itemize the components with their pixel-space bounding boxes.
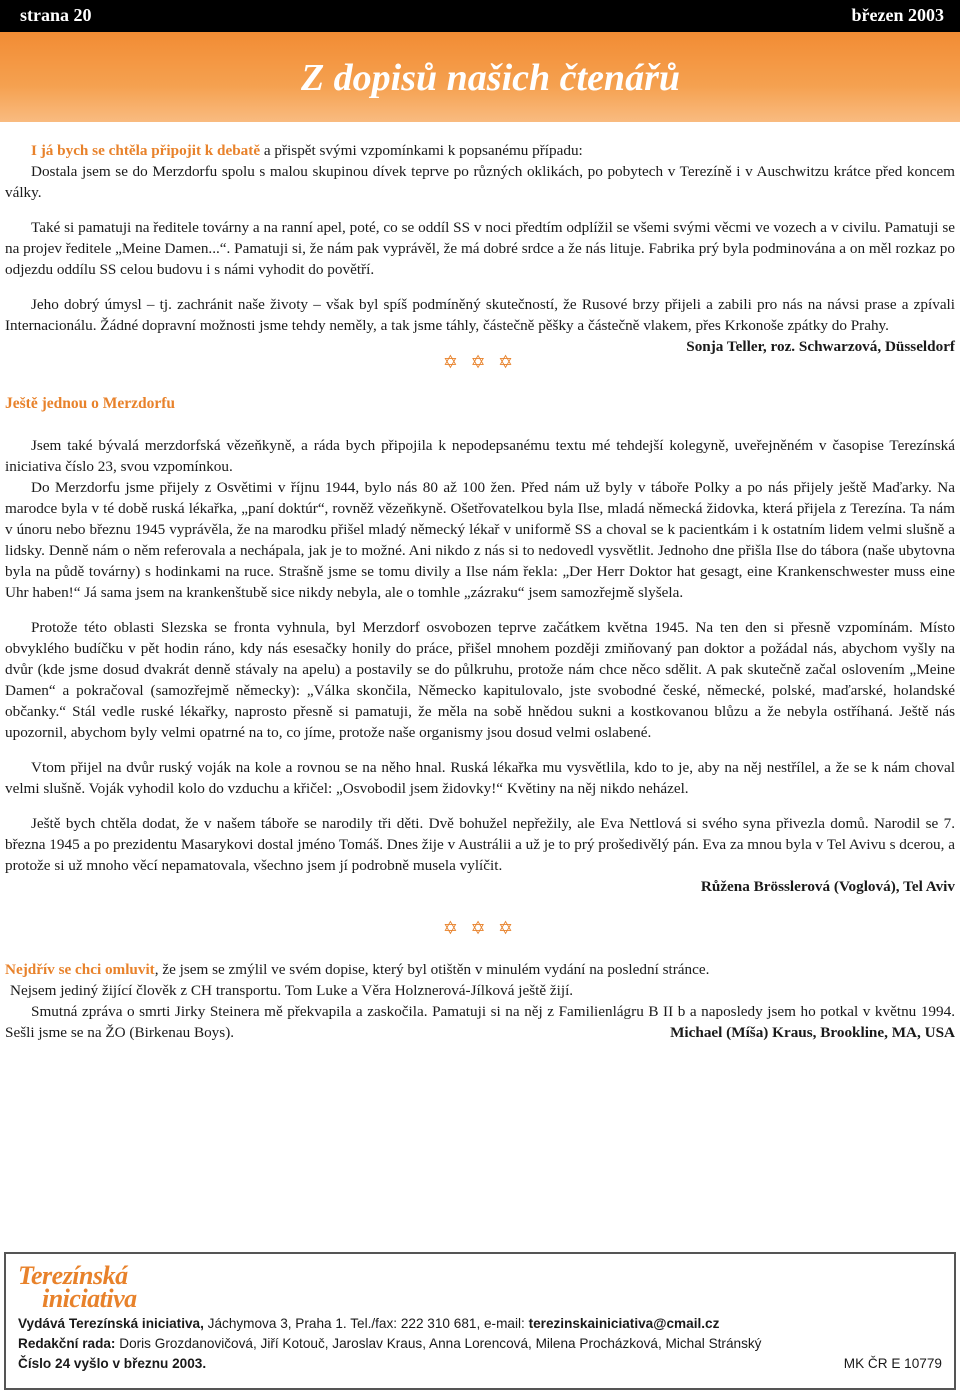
top-bar	[0, 0, 960, 32]
letter-broesslerova	[5, 393, 955, 897]
article-body	[5, 140, 955, 1043]
paragraph: Jsem také bývalá merzdorfská vězeňkyně, a ráda bych připojila k nepodepsanému textu mé tehdejší kolegyně, uveřejněném v časopise Terezínská iniciativa číslo 23, svou vzpomínkou.	[5, 437, 955, 475]
paragraph: Smutná zpráva o smrti Jirky Steinera mě překvapila a zaskočila. Pamatuji si na něj z Familienlágru B II b a naposledy jsem ho potkal v květnu 1994. Sešli jsme se na ŽO (Birkenau Boys). Michael (Míša) Kraus, Brookline, MA, USA	[5, 1003, 955, 1041]
section-heading: Ještě jednou o Merzdorfu	[5, 395, 176, 412]
page-number: strana 20	[20, 5, 92, 25]
signature: Růžena Brösslerová (Voglová), Tel Aviv	[700, 878, 955, 895]
title-banner	[0, 32, 960, 122]
letter-teller	[5, 140, 955, 357]
paragraph: Také si pamatuji na ředitele továrny a na ranní apel, poté, co se oddíl SS v noci předtím odplížil se všemi svými věcmi ve vozech a v civilu. Pamatuji se na projev ředitele „Meine Damen...“. Pamatuji si, že nám pak vyprávěl, že má dobré srdce a že nás lituje. Fabrika prý byla podminována a on měl rozkaz po odjezdu oddílu SS celou budovu i s námi vyhodit do povětří.	[5, 219, 955, 278]
issue-date: březen 2003	[851, 5, 944, 25]
editorial-board-line: Redakční rada: Doris Grozdanovičová, Jiří Kotouč, Jaroslav Kraus, Anna Lorencová, Milena Procházková, Michal Stránský	[18, 1336, 762, 1351]
imprint-lines	[18, 1314, 942, 1374]
page-title: Z dopisů našich čtenářů	[300, 57, 680, 99]
paragraph: Vtom přijel na dvůr ruský voják na kole a rovnou se na něho hnal. Ruská lékařka mu vysvětlila, kdo to je, aby na něj nestřílel, a že se k nám choval velmi slušně. Voják vyhodil kolo do vzduchu a křičel: „Osvobodil jsem židovky!“ Květiny na něj nikdo neházel.	[5, 759, 955, 797]
letter3-intro: Nejdřív se chci omluvit, že jsem se zmýlil ve svém dopise, který byl otištěn v minulém vydání na poslední stránce.	[5, 961, 710, 978]
paragraph: Dostala jsem se do Merzdorfu spolu s malou skupinou dívek teprve po různých oklikách, po pobytech v Terezíně i v Auschwitzu krátce před koncem války.	[5, 163, 955, 201]
paragraph: Protože této oblasti Slezska se fronta vyhnula, byl Merzdorf osvobozen teprve začátkem května 1945. Na ten den si přesně vzpomínám. Místo obvyklého budíčku v pět hodin ráno, kdy nás esesačky honily do práce, přišel mnohem později zmiňovaný pan doktor a požádal nás, abychom vyšly na dvůr (kde jsme dosud dvakrát denně stávaly na apelu) a postavily se do půlkruhu, protože nám chce něco sdělit. A pak skutečně začal oslovením „Meine Damen“ a pokračoval (samozřejmě německy): „Válka skončila, Německo kapitulovalo, jste svobodné české, německé, polské, maďarské, holandské občanky.“ Stál vedle ruské lékařky, naprosto přesně si pamatuji, že měla na sobě hnědou sukni a kostkovanou blůzu a že nebyla ostříhaná. Ještě nás upozornil, abychom byly velmi opatrné na to, co jíme, protože naše organismy jsou dosud velmi oslabené.	[5, 619, 955, 741]
star-of-david-divider-icon: ✡ ✡ ✡	[442, 352, 518, 372]
paragraph: Do Merzdorfu jsme přijely z Osvětimi v říjnu 1944, bylo nás 80 až 100 žen. Před nám už byly v táboře Polky a po nás přijely ještě Maďarky. Na marodce byla v té době ruská lékařka, „paní doktúr“, rovněž vězeňkyně. Ošetřovatelkou byla Ilse, mladá německá židovka, která přijela z Terezína. Ta nám v únoru nebo březnu 1945 vyprávěla, že na marodku přišel mladý německý lékař v uniformě SS a choval se k pacientkám i k ostatním lidem velmi slušně a lidsky. Denně nám o něm referovala a nechápala, jak je to možné. Ani nikdo z nás si to nedovedl vysvětlit. Jednoho dne přišla Ilse do tábora (naše ubytovna byla na půdě továrny) s hodinkami na ruce. Strašně jsme se tomu divily a Ilse nám řekla: „Der Herr Doktor hat gesagt, eine Krankenschwester muss eine Uhr haben!“ Já sama jsem na krankenštubě sice nikdy nebyla, ale o tomhle „zázraku“ jsem samozřejmě slyšela.	[5, 479, 955, 601]
letter1-intro: I já bych se chtěla připojit k debatě a přispět svými vzpomínkami k popsanému případu:	[31, 142, 583, 159]
registration-number: MK ČR E 10779	[843, 1356, 942, 1371]
paragraph: Jeho dobrý úmysl – tj. zachránit naše životy – však byl spíš podmíněný skutečností, že Rusové brzy přijeli a zabili pro nás na návsi prase a zpívali Internacionálu. Žádné dopravní možnosti jsme tehdy neměly, a tak jsme táhly, částečně pěšky a částečně vlakem, přes Krkonoše zpátky do Prahy.	[5, 296, 955, 334]
signature: Sonja Teller, roz. Schwarzová, Düsseldorf	[686, 338, 955, 355]
email-link[interactable]: terezinskainiciativa@cmail.cz	[528, 1316, 720, 1331]
issue-line: Číslo 24 vyšlo v březnu 2003. MK ČR E 10779	[18, 1354, 942, 1374]
paragraph: Nejsem jediný žijící člověk z CH transportu. Tom Luke a Věra Holznerová-Jílková ještě žijí.	[10, 982, 574, 999]
signature: Michael (Míša) Kraus, Brookline, MA, USA	[670, 1024, 955, 1041]
letter1-lead: I já bych se chtěla připojit k debatě	[31, 142, 261, 159]
star-of-david-divider-icon: ✡ ✡ ✡	[442, 918, 518, 938]
letter3-lead: Nejdřív se chci omluvit	[5, 961, 155, 978]
publisher-line: Vydává Terezínská iniciativa, Jáchymova 3, Praha 1. Tel./fax: 222 310 681, e-mail: terezinskainiciativa@cmail.cz	[18, 1316, 720, 1331]
letter-kraus	[5, 959, 955, 1043]
terezinska-iniciativa-logo: Terezínská iniciativa	[18, 1261, 137, 1313]
footer-imprint	[4, 1252, 956, 1390]
paragraph: Ještě bych chtěla dodat, že v našem táboře se narodily tři děti. Dvě bohužel nepřežily, ale Eva Nettlová si svého syna přivezla domů. Narodil se 7. března 1945 a po prezidentu Masarykovi dostal jméno Tomáš. Dnes žije v Austrálii a už je to prý prošedivělý pán. Eva za mnou byla v Tel Avivu s dcerou, a protože si už mnoho věcí nepamatovala, všechno jsem jí podrobně musela vylíčit.	[5, 815, 955, 874]
